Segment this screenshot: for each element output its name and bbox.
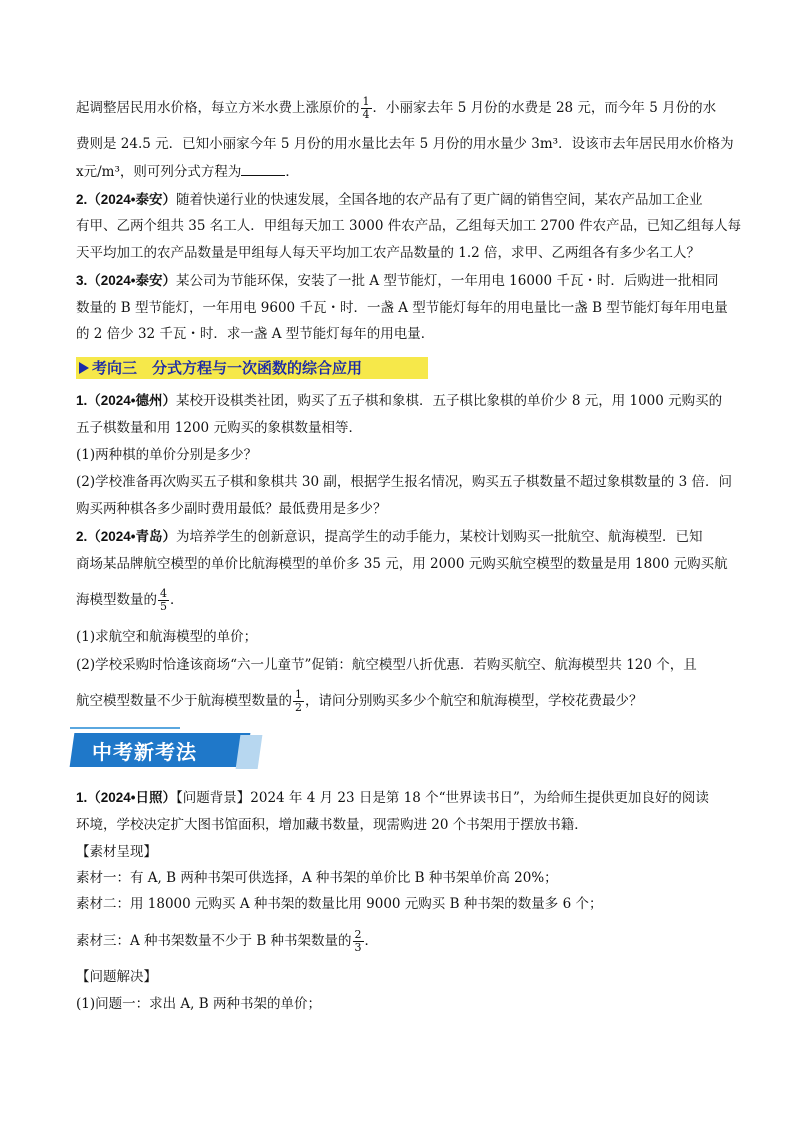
fraction: $\frac{1}{4}$ bbox=[362, 95, 370, 121]
text-line: 【素材呈现】 bbox=[76, 844, 157, 860]
text-line: x元/m³，则可列分式方程为 ． bbox=[76, 164, 299, 180]
text-line: 环境，学校决定扩大图书馆面积，增加藏书数量，现需购进 20 个书架用于摆放书籍． bbox=[76, 817, 588, 833]
text-line: 有甲、乙两个组共 35 名工人．甲组每天加工 3000 件农产品，乙组每天加工 2700 件农产品，已知乙组每人每 bbox=[76, 218, 742, 234]
section3-question-2: 2.（2024•青岛）为培养学生的创新意识，提高学生的动手能力，某校计划购买一批航空、航海模型．已知 bbox=[76, 529, 703, 545]
new-question-1: 1.（2024•日照）【问题背景】2024 年 4 月 23 日是第 18 个“世界读书日”，为给师生提供更加良好的阅读 bbox=[76, 790, 709, 806]
text-line: 的 2 倍少 32 千瓦・时．求一盏 A 型节能灯每年的用电量． bbox=[76, 326, 435, 342]
question-2: 2.（2024•泰安）随着快递行业的快速发展，全国各地的农产品有了更广阔的销售空间，某农产品加工企业 bbox=[76, 192, 703, 208]
triangle-marker-icon bbox=[79, 362, 89, 374]
fraction: $\frac{1}{2}$ bbox=[295, 688, 302, 714]
text-line: 海模型数量的 $\frac{4}{5}$ ． bbox=[76, 587, 184, 613]
text-line: (2)学校采购时恰逢该商场“六一儿童节”促销：航空模型八折优惠．若购买航空、航海模型共 120 个，且 bbox=[76, 657, 697, 673]
question-source: （2024•泰安） bbox=[87, 192, 177, 207]
question-source: （2024•泰安） bbox=[87, 273, 177, 288]
text-line: 素材一：有 A, B 两种书架可供选择，A 种书架的单价比 B 种书架单价高 20%； bbox=[76, 870, 558, 886]
section-heading: 考向三 分式方程与一次函数的综合应用 bbox=[76, 357, 428, 379]
text-line: 费则是 24.5 元．已知小丽家今年 5 月份的用水量比去年 5 月份的用水量少 3m³．设该市去年居民用水价格为 bbox=[76, 136, 734, 152]
text-line: 航空模型数量不少于航海模型数量的 $\frac{1}{2}$ ，请问分别购买多少个航空和航海模型，学校花费最少？ bbox=[76, 688, 643, 714]
text-line: (1)两种棋的单价分别是多少？ bbox=[76, 447, 258, 463]
question-number: 1. bbox=[76, 393, 88, 408]
question-source: （2024•德州） bbox=[87, 393, 177, 408]
text-line: 素材三：A 种书架数量不少于 B 种书架数量的 $\frac{2}{3}$ ． bbox=[76, 928, 379, 954]
text-line: 购买两种棋各多少副时费用最低？最低费用是多少？ bbox=[76, 501, 387, 517]
banner-title: 中考新考法 bbox=[92, 740, 197, 764]
question-source: （2024•青岛） bbox=[87, 529, 177, 544]
text-line: 素材二：用 18000 元购买 A 种书架的数量比用 9000 元购买 B 种书架的数量多 6 个； bbox=[76, 896, 603, 912]
text-line: 五子棋数量和用 1200 元购买的象棋数量相等． bbox=[76, 420, 362, 436]
question-number: 1. bbox=[76, 790, 88, 805]
text-line: (2)学校准备再次购买五子棋和象棋共 30 副，根据学生报名情况，购买五子棋数量不超过象棋数量的 3 倍．问 bbox=[76, 474, 733, 490]
banner-stripe bbox=[236, 735, 263, 769]
text-line: 起调整居民用水价格，每立方米水费上涨原价的 $\frac{1}{4}$ ．小丽家去年 5 月份的水费是 28 元，而今年 5 月份的水 bbox=[76, 95, 717, 121]
banner-accent-line bbox=[70, 727, 180, 729]
question-source: （2024•日照） bbox=[87, 790, 177, 805]
section-banner bbox=[70, 727, 260, 771]
question-3: 3.（2024•泰安）某公司为节能环保，安装了一批 A 型节能灯，一年用电 16000 千瓦・时．后购进一批相同 bbox=[76, 273, 719, 289]
text-line: (1)问题一：求出 A, B 两种书架的单价； bbox=[76, 996, 321, 1012]
text-line: 【问题解决】 bbox=[76, 969, 157, 985]
text-line: 商场某品牌航空模型的单价比航海模型的单价多 35 元，用 2000 元购买航空模型的数量是用 1800 元购买航 bbox=[76, 556, 728, 572]
question-number: 2. bbox=[76, 529, 88, 544]
text-line: 数量的 B 型节能灯，一年用电 9600 千瓦・时．一盏 A 型节能灯每年的用电量比一盏 B 型节能灯每年用电量 bbox=[76, 300, 728, 316]
question-number: 3. bbox=[76, 273, 88, 288]
fraction: $\frac{2}{3}$ bbox=[354, 928, 362, 954]
text-line: 天平均加工的农产品数量是甲组每人每天平均加工农产品数量的 1.2 倍，求甲、乙两组各有多少名工人？ bbox=[76, 245, 701, 261]
section3-question-1: 1.（2024•德州）某校开设棋类社团，购买了五子棋和象棋．五子棋比象棋的单价少 8 元，用 1000 元购买的 bbox=[76, 393, 723, 409]
answer-blank bbox=[241, 163, 285, 176]
fraction: $\frac{4}{5}$ bbox=[160, 587, 167, 613]
text-line: (1)求航空和航海模型的单价； bbox=[76, 629, 258, 645]
question-number: 2. bbox=[76, 192, 88, 207]
